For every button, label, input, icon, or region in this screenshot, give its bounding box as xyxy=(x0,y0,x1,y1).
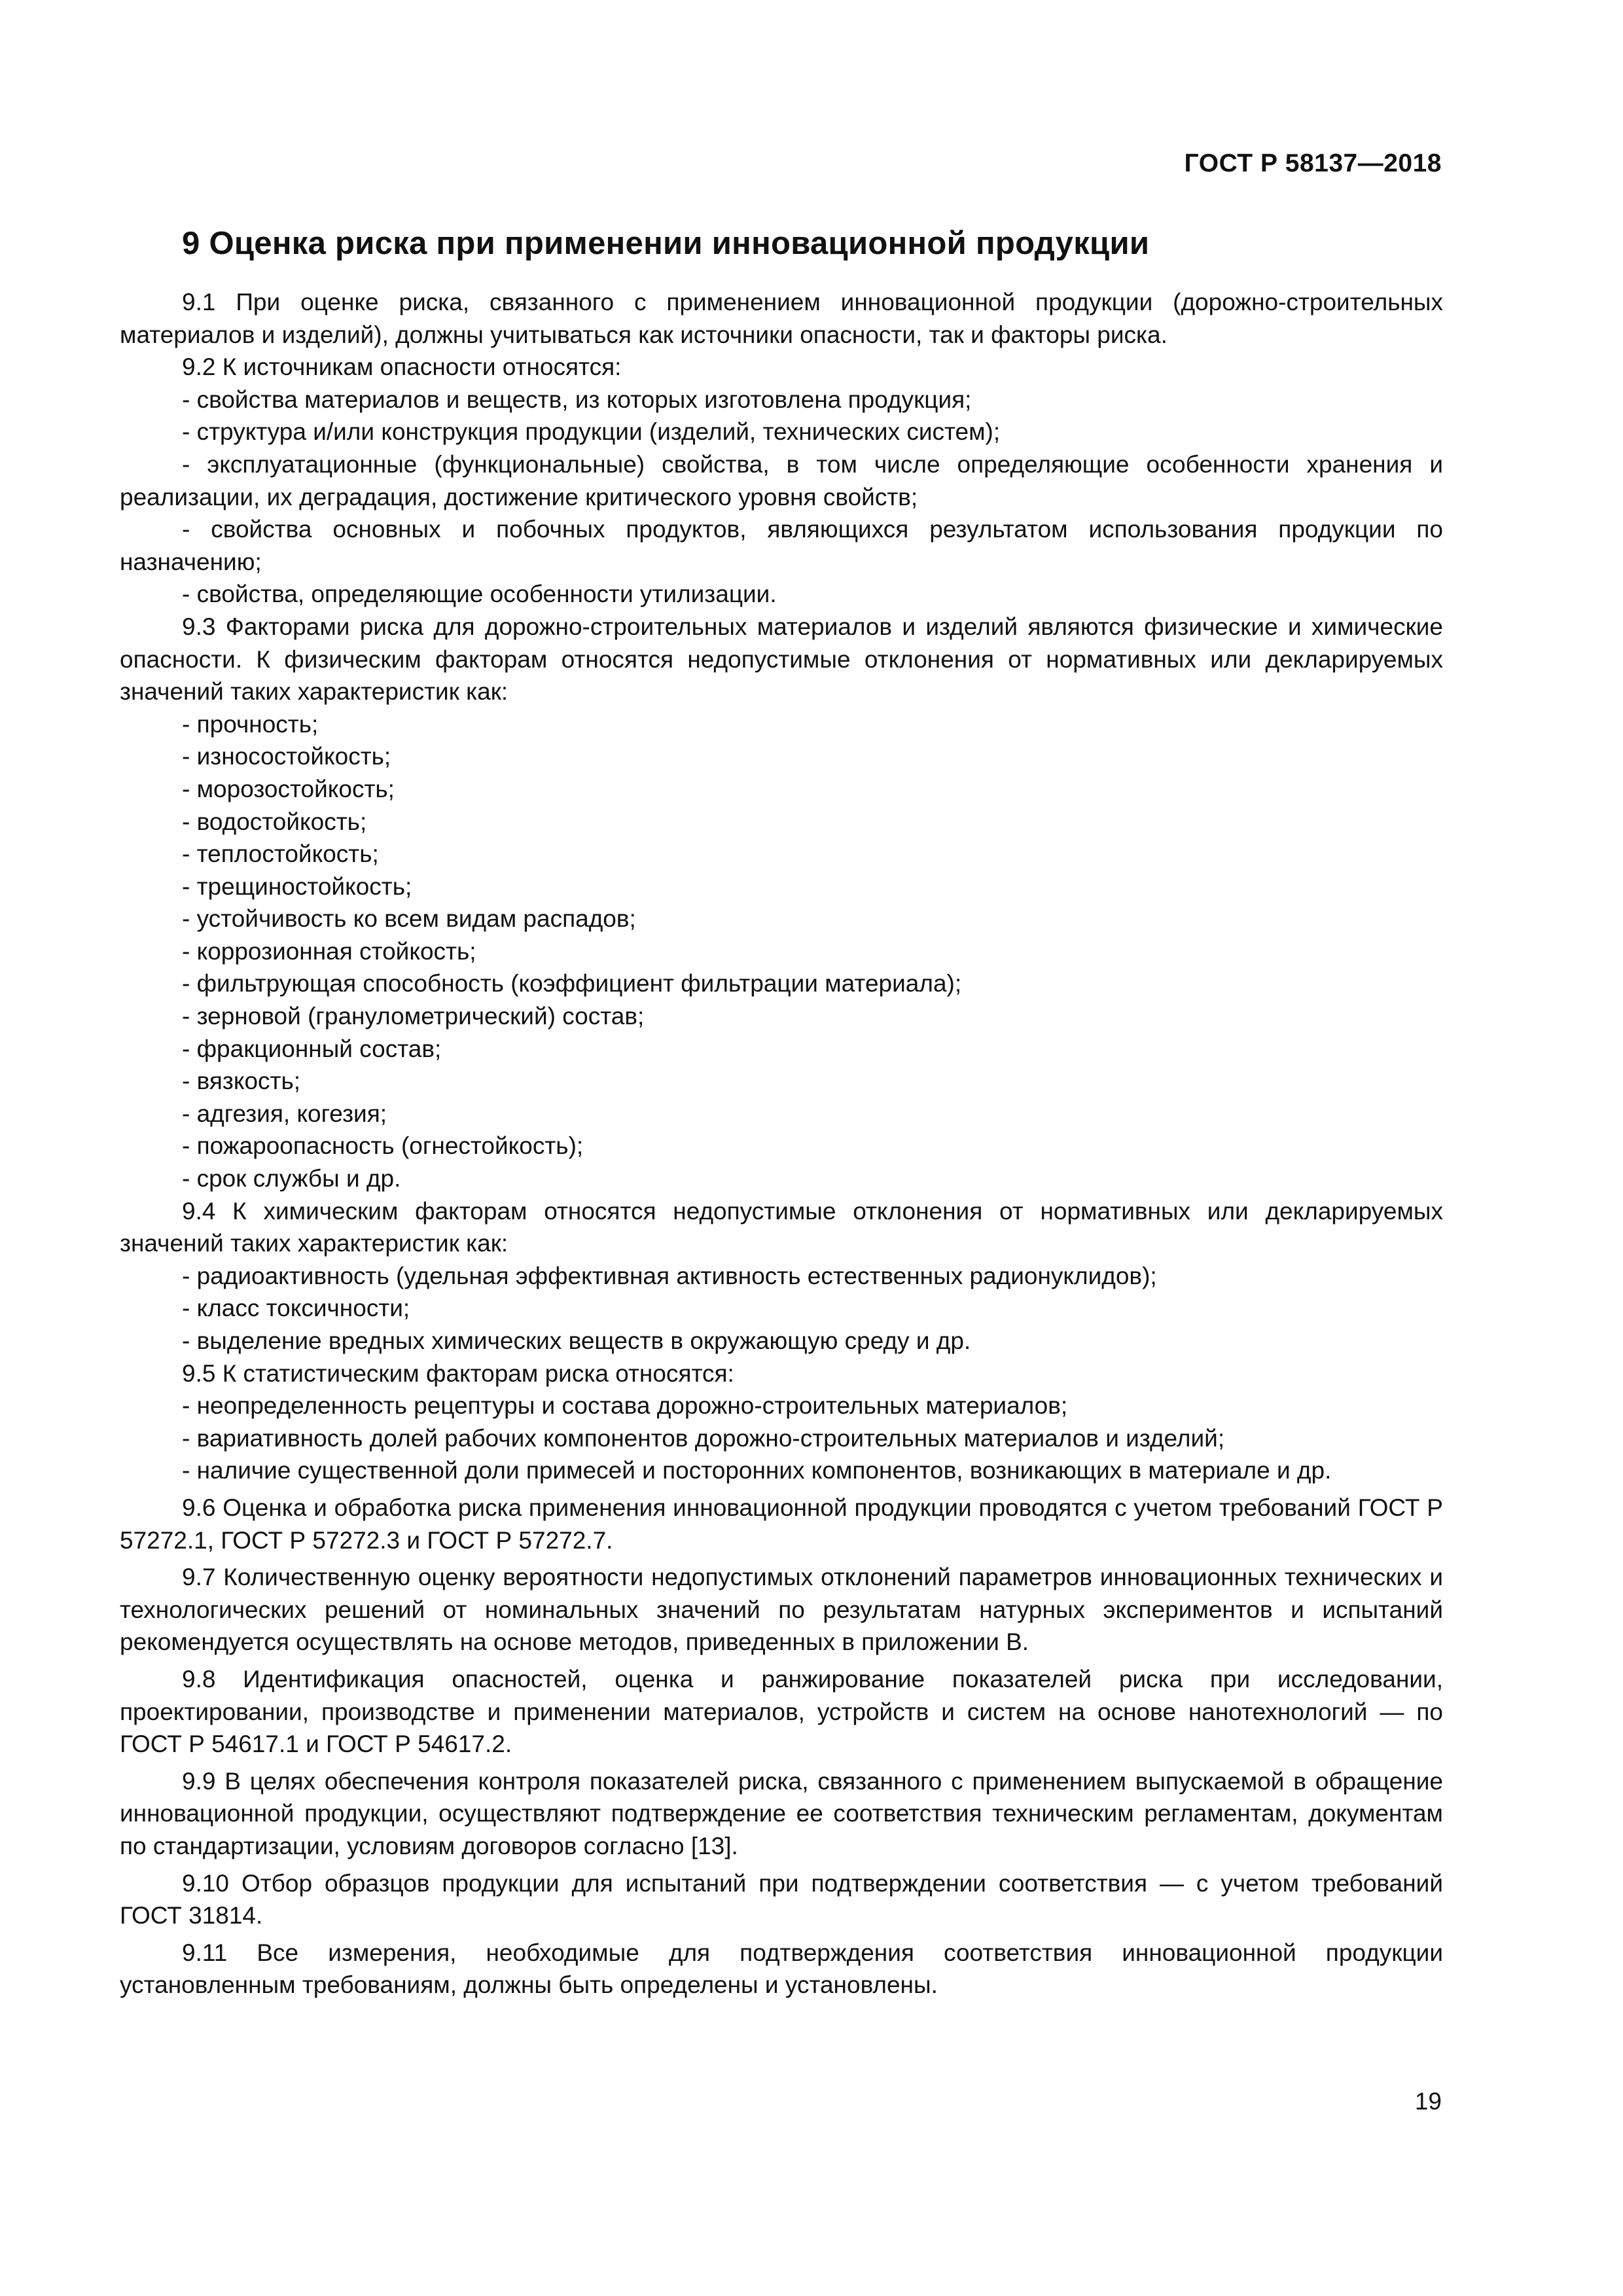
numbered-paragraph: 9.6 Оценка и обработка риска применения инновационной продукции проводятся с учетом требований ГОСТ Р 57272.1, ГОСТ Р 57272.3 и ГОСТ Р 57272.7. xyxy=(120,1494,1443,1554)
list-item: - свойства материалов и веществ, из которых изготовлена продукция; xyxy=(182,386,972,413)
numbered-paragraph: 9.2 К источникам опасности относятся: xyxy=(182,353,622,381)
numbered-paragraph: 9.1 При оценке риска, связанного с применением инновационной продукции (дорожно-строительных материалов и изделий), должны учитываться как источники опасности, так и факторы риска. xyxy=(120,289,1443,348)
numbered-paragraph: 9.5 К статистическим факторам риска относятся: xyxy=(182,1359,734,1387)
list-item: - свойства основных и побочных продуктов, являющихся результатом использования продукции по назначению; xyxy=(120,516,1443,575)
list-item: - трещиностойкость; xyxy=(182,872,412,900)
list-item: - срок службы и др. xyxy=(182,1165,401,1193)
list-item: - прочность; xyxy=(182,710,319,738)
list-item: - коррозионная стойкость; xyxy=(182,937,476,965)
list-item: - выделение вредных химических веществ в окружающую среду и др. xyxy=(182,1327,971,1354)
numbered-paragraph: 9.4 К химическим факторам относятся недопустимые отклонения от нормативных или декларируемых значений таких характеристик как: xyxy=(120,1197,1443,1257)
list-item: - зерновой (гранулометрический) состав; xyxy=(182,1003,645,1030)
list-item: - морозостойкость; xyxy=(182,775,395,802)
list-item: - вязкость; xyxy=(182,1067,301,1095)
list-item: - теплостойкость; xyxy=(182,840,379,868)
list-item: - радиоактивность (удельная эффективная активность естественных радионуклидов); xyxy=(182,1262,1157,1289)
numbered-paragraph: 9.7 Количественную оценку вероятности недопустимых отклонений параметров инновационных технических и технологических решений от номинальных значений по результатам натурных экспериментов и испытаний рекомендуется осуществлять на основе методов, приведенных в приложении В. xyxy=(120,1564,1443,1656)
page-number: 19 xyxy=(1414,2088,1442,2115)
list-item: - неопределенность рецептуры и состава дорожно-строительных материалов; xyxy=(182,1392,1068,1420)
numbered-paragraph: 9.8 Идентификация опасностей, оценка и ранжирование показателей риска при исследовании, проектировании, производстве и применении материалов, устройств и систем на основе нанотехнологий — по ГОСТ Р 54617.1 и ГОСТ Р 54617.2. xyxy=(120,1665,1443,1758)
section-body xyxy=(120,286,1443,2001)
list-item: - фильтрующая способность (коэффициент фильтрации материала); xyxy=(182,970,962,997)
list-item: - фракционный состав; xyxy=(182,1035,442,1062)
numbered-paragraph: 9.10 Отбор образцов продукции для испытаний при подтверждении соответствия — с учетом требований ГОСТ 31814. xyxy=(120,1869,1443,1929)
list-item: - свойства, определяющие особенности утилизации. xyxy=(182,581,777,608)
list-item: - адгезия, когезия; xyxy=(182,1100,387,1127)
list-item: - класс токсичности; xyxy=(182,1295,410,1322)
list-item: - пожароопасность (огнестойкость); xyxy=(182,1132,584,1160)
list-item: - износостойкость; xyxy=(182,743,391,770)
list-item: - наличие существенной доли примесей и посторонних компонентов, возникающих в материале и др. xyxy=(182,1457,1332,1484)
numbered-paragraph: 9.11 Все измерения, необходимые для подтверждения соответствия инновационной продукции установленным требованиям, должны быть определены и установлены. xyxy=(120,1939,1443,1999)
document-code: ГОСТ Р 58137—2018 xyxy=(1184,149,1442,177)
numbered-paragraph: 9.9 В целях обеспечения контроля показателей риска, связанного с применением выпускаемой в обращение инновационной продукции, осуществляют подтверждение ее соответствия техническим регламентам, документам по стандартизации, условиям договоров согласно [13]. xyxy=(120,1767,1443,1859)
section-title: 9 Оценка риска при применении инновационной продукции xyxy=(182,226,1150,261)
list-item: - вариативность долей рабочих компонентов дорожно-строительных материалов и изделий; xyxy=(182,1424,1225,1452)
list-item: - эксплуатационные (функциональные) свойства, в том числе определяющие особенности хранения и реализации, их деградация, достижение критического уровня свойств; xyxy=(120,450,1443,511)
numbered-paragraph: 9.3 Факторами риска для дорожно-строительных материалов и изделий являются физические и химические опасности. К физическим факторам относятся недопустимые отклонения от нормативных или декларируемых значений таких характеристик как: xyxy=(120,613,1443,706)
list-item: - водостойкость; xyxy=(182,808,367,835)
list-item: - структура и/или конструкция продукции (изделий, технических систем); xyxy=(182,418,1001,446)
list-item: - устойчивость ко всем видам распадов; xyxy=(182,905,636,933)
